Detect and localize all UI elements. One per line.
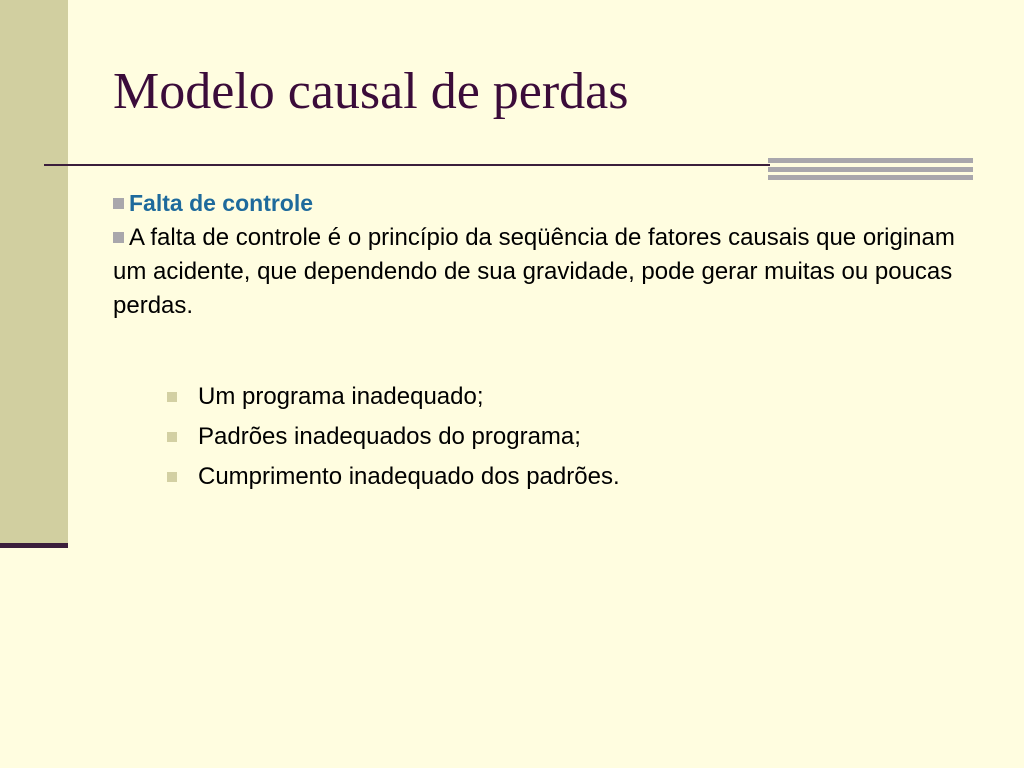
list-item <box>165 457 965 497</box>
square-bullet-icon <box>113 198 124 209</box>
list-item-text: Padrões inadequados do programa; <box>198 423 581 450</box>
heading-item <box>113 186 963 221</box>
accent-bar-2 <box>768 167 973 172</box>
body-paragraph-item <box>113 221 963 323</box>
accent-bar-3 <box>768 175 973 180</box>
list-item-text: Um programa inadequado; <box>198 383 484 410</box>
square-bullet-icon <box>113 232 124 243</box>
list-item <box>165 417 965 457</box>
left-decor-rule <box>0 543 68 548</box>
sub-bullet-list <box>165 377 965 497</box>
slide-body <box>113 186 963 323</box>
section-heading: Falta de controle <box>129 190 314 216</box>
body-paragraph: A falta de controle é o princípio da seqüência de fatores causais que originam um acidente, que dependendo de sua gravidade, pode gerar muitas ou poucas perdas. <box>113 224 955 319</box>
accent-bar-1 <box>768 158 973 163</box>
left-decor-band <box>0 0 68 543</box>
list-item-text: Cumprimento inadequado dos padrões. <box>198 463 620 490</box>
list-item <box>165 377 965 417</box>
square-bullet-icon <box>167 432 177 442</box>
square-bullet-icon <box>167 472 177 482</box>
title-divider <box>44 164 770 166</box>
slide-title: Modelo causal de perdas <box>113 63 629 120</box>
square-bullet-icon <box>167 392 177 402</box>
